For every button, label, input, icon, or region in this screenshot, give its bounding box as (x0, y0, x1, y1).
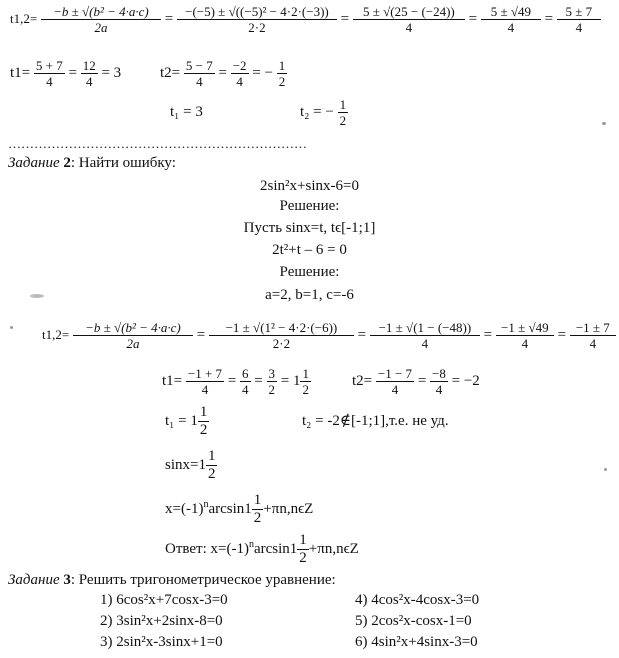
task3-item-2: 2) 3sin²x+2sinx-8=0 (100, 613, 223, 629)
scan-speck (604, 468, 607, 471)
final-root-t1: t₁ = 3 (170, 104, 203, 120)
scan-speck (602, 122, 606, 125)
task2-equation: 2sin²x+sinx-6=0 (260, 178, 359, 194)
quadratic-formula-2: t1,2= $\frac{\text{−b ± √(b² − 4·a·c)}}{2a}$ = $\frac{\text{−1 ± √(1² − 4·2·(−6))}}{2\cdot 2}$ = $\frac{-1 \pm √(1 - (-48))}{4}$ = $\frac{-1 \pm √49}{4}$ = $\frac{-1 \pm 7}{4}$ (42, 320, 616, 351)
scan-speck (10, 326, 13, 329)
formula-step4-fraction: $\frac{5 \pm 7}{4}$ (557, 4, 601, 35)
formula-step2-fraction: $\frac{5 \pm √(25 - (-24))}{4}$ (353, 4, 465, 35)
task3-heading: Задание 3: Решить тригонометрическое уравнение: (8, 572, 336, 588)
task3-item-1: 1) 6cos²x+7cosx-3=0 (100, 592, 228, 608)
task3-item-4: 4) 4cos²x-4cosx-3=0 (355, 592, 480, 608)
root2-t1-calculation: t1= $\frac{-1 + 7}{4}$ = $\frac{6}{4}$ = $\frac{3}{2}$ = 1 $\frac{1}{2}$ (162, 366, 309, 397)
final2-root-t1: t₁ = 1 $\frac{1}{2}$ (165, 404, 208, 438)
scan-speck (30, 294, 44, 298)
quadratic-formula-1: t1,2= $\frac{\text{−b ± √(b² − 4·a·c)}}{2a}$ = $\frac{\text{−(−5) ± √((−5)² − 4·2·(−3))}}{2\cdot 2}$ = $\frac{5 \pm √(25 - (-24))}{4}$ = $\frac{5 \pm √49}{4}$ = $\frac{5 \pm 7}{4}$ (10, 4, 601, 35)
root-t1-calculation: t1= $\frac{5 + 7}{4}$ = $\frac{12}{4}$ = 3 (10, 58, 122, 89)
root-t2-calculation: t2= $\frac{5 - 7}{4}$ = $\frac{-2}{4}$ = − $\frac{1}{2}$ (160, 58, 286, 89)
task2-quadratic: 2t²+t – 6 = 0 (272, 242, 347, 258)
answer-line: Ответ: $x=(-1)^n\arcsin 1$ $\frac{1}{2}$ +πn,nϵZ (165, 532, 359, 566)
task3-item-6: 6) 4sin²x+4sinx-3=0 (355, 634, 478, 650)
task2-solution-label-2: Решение: (279, 264, 340, 280)
sinx-equation: sinx=1 $\frac{1}{2}$ (165, 448, 216, 482)
task3-item-5: 5) 2cos²x-cosx-1=0 (355, 613, 472, 629)
formula-general-fraction: $\frac{\text{−b ± √(b² − 4·a·c)}}{2a}$ (41, 4, 161, 35)
final-root-t2: t₂ = − $\frac{1}{2}$ (300, 97, 347, 128)
task2-substitution: Пусть sinx=t, tϵ[-1;1] (243, 220, 376, 236)
task2-heading: Задание 2: Найти ошибку: (8, 155, 176, 171)
task2-solution-label-1: Решение: (279, 198, 340, 214)
general-solution: $x=(-1)^n\arcsin 1$ $\frac{1}{2}$ +πn,nϵZ (165, 492, 314, 526)
root2-t2-calculation: t2= $\frac{-1 - 7}{4}$ = $\frac{-8}{4}$ = −2 (352, 366, 480, 397)
final2-root-t2: t₂ = -2∉[-1;1],т.е. не уд. (302, 413, 449, 429)
dotted-separator: …………………………………………………………… (8, 136, 307, 151)
task2-coefficients: a=2, b=1, c=-6 (265, 287, 354, 303)
formula-substituted-fraction: $\frac{\text{−(−5) ± √((−5)² − 4·2·(−3))}}{2\cdot 2}$ (177, 4, 337, 35)
formula-lhs: t1,2= (10, 10, 38, 26)
formula-step3-fraction: $\frac{5 \pm √49}{4}$ (481, 4, 541, 35)
task3-item-3: 3) 2sin²x-3sinx+1=0 (100, 634, 223, 650)
